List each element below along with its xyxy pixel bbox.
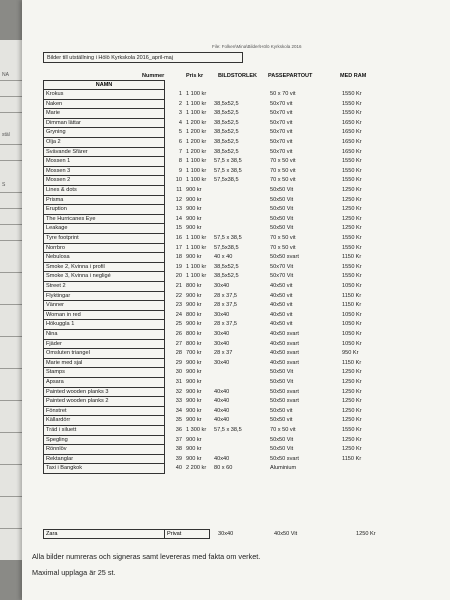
artwork-price: 700 kr [186,350,202,357]
artwork-passepartout: 50x70 vit [270,100,293,107]
table-row [22,272,450,282]
artwork-name: Marie [43,109,165,119]
artwork-name: Prisma [43,196,165,206]
artwork-frame-price: 1150 Kr [342,292,362,299]
artwork-passepartout: 50x50 vit [270,417,293,424]
artwork-name: Painted wooden planks 2 [43,397,165,407]
header-passepartout: PASSEPARTOUT [268,73,313,79]
artwork-frame-price: 1250 Kr [342,225,362,232]
artwork-name: Gryning [43,128,165,138]
artwork-name: The Hurricanes Eye [43,215,165,225]
artwork-name: Lines & dots [43,186,165,196]
artwork-name: Källardörr [43,416,165,426]
artwork-price: 900 kr [186,206,202,213]
artwork-frame-price: 950 Kr [342,350,359,357]
artwork-number: 27 [175,340,182,347]
artwork-passepartout: 70 x 50 vit [270,244,296,251]
artwork-frame-price: 1250 Kr [342,398,362,405]
back-sheet-label: stäl [2,132,10,138]
artwork-price: 900 kr [186,302,202,309]
artwork-size: 38,5x52,5 [214,129,239,136]
artwork-size: 40x40 [214,388,230,395]
artwork-frame-price: 1550 Kr [342,427,362,433]
table-row [22,388,450,398]
artwork-frame-price: 1550 Kr [342,235,362,241]
artwork-size: 28 x 37 [214,350,233,357]
artwork-size: 38,5x52,5 [214,119,239,126]
artwork-frame-price: 1050 Kr [342,283,362,289]
table-row [22,263,450,273]
artwork-passepartout: 50x70 vit [270,110,293,117]
artwork-size: 30x40 [214,283,230,289]
artwork-name: Dimman lättar [43,119,165,129]
artwork-price: 900 kr [186,225,202,232]
artwork-number: 2 [178,100,182,107]
artwork-price: 1 100 kr [186,110,207,117]
artwork-name: Naken [43,100,165,110]
artwork-frame-price: 1250 Kr [342,187,362,193]
artwork-size: 28 x 37,5 [214,292,238,299]
footer-line-1: Alla bilder numreras och signeras samt levereras med fakta om verket. [32,552,261,561]
table-row [22,119,450,129]
artwork-size: 28 x 37,5 [214,302,238,309]
artwork-passepartout: 70 x 50 vit [270,158,296,165]
artwork-frame-price: 1550 Kr [342,167,362,174]
artwork-passepartout: 40x50 svart [270,331,299,337]
artwork-size: 28 x 37,5 [214,321,238,328]
artwork-frame-price: 1150 Kr [342,455,362,462]
artwork-frame-price: 1150 Kr [342,254,362,261]
artwork-name: Apsara [43,378,165,388]
artwork-size: 57,5 x 38,5 [214,167,242,174]
table-row [22,445,450,455]
artwork-frame-price: 1250 Kr [342,379,362,385]
artwork-frame-price: 1650 Kr [342,129,362,136]
table-row [22,426,450,436]
artwork-number: 21 [175,283,182,289]
table-row [22,128,450,138]
artwork-name: Nina [43,330,165,340]
artwork-passepartout: 50x50 Vit [270,215,294,222]
artwork-frame-price: 1550 Kr [342,273,362,280]
artwork-size: 40 x 40 [214,254,233,261]
artwork-passepartout: Aluminium [270,465,297,472]
table-row [22,436,450,446]
artwork-size: 40x40 [214,407,230,414]
artwork-frame-price: 1550 Kr [342,244,362,251]
artwork-frame-price: 1250 Kr [342,215,362,222]
artwork-price: 1 100 kr [186,244,207,251]
table-row [22,244,450,254]
artwork-passepartout: 50x50 Vit [270,187,294,193]
artwork-name: Flyktingar [43,292,165,302]
artwork-price: 800 kr [186,311,202,318]
artwork-number: 13 [175,206,182,213]
artwork-frame-price: 1250 Kr [342,407,362,414]
artwork-passepartout: 40x50 vit [270,292,293,299]
artwork-frame-price: 1650 Kr [342,148,362,155]
artwork-passepartout: 50x70 vit [270,119,293,126]
artwork-name: Eruption [43,205,165,215]
table-row [22,464,450,474]
artwork-number: 26 [175,331,182,337]
artwork-passepartout: 50x50 svart [270,398,299,405]
artwork-price: 1 100 kr [186,158,207,165]
artwork-price: 900 kr [186,388,202,395]
artwork-frame-price: 1250 Kr [342,206,362,213]
artwork-number: 36 [175,427,182,433]
artwork-passepartout: 50 x 70 vit [270,91,296,97]
artwork-name: Nebulosa [43,253,165,263]
artwork-frame-price: 1250 Kr [342,388,362,395]
artwork-price: 1 100 kr [186,177,207,184]
artwork-passepartout: 50x70 Vit [270,273,294,280]
artwork-price: 1 300 kr [186,427,207,433]
header-pris: Pris kr [186,73,204,79]
artwork-name: Omsluten triangel [43,349,165,359]
artwork-number: 17 [175,244,182,251]
artwork-passepartout: 50x50 Vit [270,206,294,213]
artwork-size: 57,5 x 38,5 [214,235,242,241]
artwork-name: Taxi i Bangkok [43,464,165,474]
artwork-size: 40x40 [214,417,230,424]
artwork-frame-price: 1150 Kr [342,302,362,309]
artwork-number: 28 [175,350,182,357]
artwork-price: 900 kr [186,321,202,328]
table-row [22,176,450,186]
price-list-sheet [22,0,450,600]
table-row [22,138,450,148]
artwork-number: 10 [175,177,182,184]
artwork-frame-price: 1050 Kr [342,340,362,347]
artwork-passepartout: 70 x 50 vit [270,427,296,433]
artwork-price: 1 200 kr [186,139,207,145]
artwork-size: 38,5x52,5 [214,273,239,280]
artwork-frame-price: 1550 Kr [342,177,362,184]
artwork-number: 20 [175,273,182,280]
artwork-number: 35 [175,417,182,424]
table-row [22,215,450,225]
artwork-number: 6 [178,139,182,145]
artwork-number: 23 [175,302,182,309]
artwork-passepartout: 50x50 Vit [270,379,294,385]
artwork-passepartout: 50x70 vit [270,129,293,136]
artwork-passepartout: 50x50 Vit [270,436,294,443]
artwork-number: 37 [175,436,182,443]
artwork-passepartout: 70 x 50 vit [270,177,296,184]
table-row [22,301,450,311]
artwork-number: 31 [175,379,182,385]
artwork-passepartout: 70 x 50 vit [270,167,296,174]
artwork-number: 38 [175,446,182,453]
artwork-price: 800 kr [186,283,202,289]
artwork-frame-price: 1250 Kr [342,446,362,453]
artwork-price: 900 kr [186,292,202,299]
artwork-number: 18 [175,254,182,261]
artwork-passepartout: 40x50 vit [270,302,293,309]
table-row [22,148,450,158]
table-row [22,234,450,244]
back-sheet-label: S [2,182,6,188]
artwork-price: 900 kr [186,379,202,385]
artwork-passepartout: 50x50 svart [270,254,299,261]
artwork-price: 2 200 kr [186,465,207,472]
artwork-number: 24 [175,311,182,318]
artwork-passepartout: 50x50 vit [270,407,293,414]
artwork-size: 38,5x52,5 [214,263,239,270]
artwork-size: 40x40 [214,398,230,405]
table-row [22,359,450,369]
artwork-name: Stamps [43,368,165,378]
document-title: Bilder till utställning i Hölö Kyrkskola 2016_april-maj [43,52,243,63]
artwork-size: 30x40 [214,359,230,366]
artwork-price: 900 kr [186,196,202,203]
artwork-number: 33 [175,398,182,405]
artwork-price: 900 kr [186,417,202,424]
artwork-passepartout: 50x50 Vit [270,196,294,203]
artwork-name: Norrbro [43,244,165,254]
table-row [22,455,450,465]
artwork-frame-price: 1550 Kr [342,158,362,165]
artwork-number: 15 [175,225,182,232]
artwork-price: 800 kr [186,331,202,337]
artwork-size: 38,5x52,5 [214,139,239,145]
artwork-size: 38,5x52,5 [214,100,239,107]
artwork-frame-price: 1050 Kr [342,331,362,337]
footer-line-2: Maximal upplaga är 25 st. [32,568,116,577]
artwork-size: 30x40 [214,340,230,347]
artwork-frame-price: 1250 Kr [342,417,362,424]
artwork-frame-price: 1550 Kr [342,91,362,97]
artwork-name: Mossen 1 [43,157,165,167]
table-row [22,416,450,426]
artwork-price: 900 kr [186,407,202,414]
artwork-passepartout: 50x50 Vit [270,225,294,232]
table-row [22,292,450,302]
artwork-size: 30x40 [214,331,230,337]
artwork-price: 1 200 kr [186,148,207,155]
artwork-number: 9 [178,167,182,174]
artwork-name: Marie med sjal [43,359,165,369]
artwork-frame-price: 1050 Kr [342,321,362,328]
artwork-price: 900 kr [186,398,202,405]
artwork-price: 900 kr [186,359,202,366]
artwork-name: Vänner [43,301,165,311]
artwork-frame-price: 1250 Kr [342,196,362,203]
artwork-frame-price: 1250 Kr [342,436,362,443]
artwork-passepartout: 70 x 50 vit [270,235,296,241]
artwork-price: 1 100 kr [186,273,207,280]
artwork-price: 900 kr [186,215,202,222]
header-nummer: Nummer [142,73,165,79]
artwork-passepartout: 40x50 svart [270,340,299,347]
artwork-size: 57,5x38,5 [214,177,239,184]
header-bildstorlek: BILDSTORLEK [218,73,258,79]
artwork-number: 30 [175,369,182,376]
artwork-passepartout: 50x50 svart [270,388,299,395]
table-row [22,196,450,206]
table-row [22,224,450,234]
table-row [22,320,450,330]
artwork-size: 57,5 x 38,5 [214,158,242,165]
table-row [22,349,450,359]
artwork-number: 3 [178,110,182,117]
table-row [22,340,450,350]
artwork-size: 38,5x52,5 [214,110,239,117]
artwork-number: 16 [175,235,182,241]
artwork-number: 25 [175,321,182,328]
artwork-number: 32 [175,388,182,395]
artwork-passepartout: 50x70 vit [270,139,293,145]
artwork-price: 1 200 kr [186,129,207,136]
file-path: File: Folken\Mina\Bilder\Hölö Kyrkskola 2016 [212,44,302,49]
artwork-passepartout: 50x70 vit [270,148,293,155]
artwork-name: Tyre footprint [43,234,165,244]
artwork-passepartout: 50x50 Vit [270,369,294,376]
artwork-number: 40 [175,465,182,472]
artwork-number: 11 [176,187,182,193]
extra-row-passepartout: 40x50 Vit [274,531,298,537]
artwork-name: Mossen 2 [43,176,165,186]
artwork-number: 7 [178,148,182,155]
artwork-number: 39 [175,455,182,462]
artwork-name: Träd i siluett [43,426,165,436]
artwork-passepartout: 50x70 Vit [270,263,294,270]
artwork-number: 1 [178,91,182,97]
artwork-passepartout: 40x50 vit [270,321,293,328]
artwork-price: 900 kr [186,187,202,193]
artwork-name: Olja 2 [43,138,165,148]
artwork-name: Fjäder [43,340,165,350]
artwork-frame-price: 1250 Kr [342,369,362,376]
extra-row-name: Zara [43,529,165,539]
artwork-name: Rönnlöv [43,445,165,455]
artwork-number: 4 [178,119,182,126]
artwork-name: Spegling [43,436,165,446]
artwork-passepartout: 40x50 vit [270,283,293,289]
artwork-name: Fönstret [43,407,165,417]
artwork-passepartout: 40x50 svart [270,350,299,357]
artwork-frame-price: 1150 Kr [342,359,362,366]
artwork-name: Krokus [43,90,165,100]
artwork-passepartout: 50x50 svart [270,455,299,462]
artwork-name: Mossen 3 [43,167,165,177]
artwork-frame-price: 1550 Kr [342,110,362,117]
artwork-name: Hökuggla 1 [43,320,165,330]
artwork-price: 1 100 kr [186,100,207,107]
artwork-passepartout: 40x50 vit [270,311,293,318]
artwork-price: 900 kr [186,369,202,376]
artwork-name: Svävande Sfärer [43,148,165,158]
artwork-frame-price: 1650 Kr [342,119,362,126]
table-row [22,109,450,119]
table-row [22,311,450,321]
artwork-name: Rektanglar [43,455,165,465]
artwork-number: 22 [175,292,182,299]
artwork-name: Smoke 3, Kvinna i negligé [43,272,165,282]
artwork-number: 5 [178,129,182,136]
artwork-size: 80 x 60 [214,465,233,472]
artwork-price: 900 kr [186,436,202,443]
artwork-number: 8 [178,158,182,165]
artwork-size: 57,5 x 38,5 [214,427,242,433]
artwork-price: 1 200 kr [186,119,207,126]
table-row [22,157,450,167]
artwork-name: Street 2 [43,282,165,292]
artwork-frame-price: 1550 Kr [342,263,362,270]
artwork-name: Painted wooden planks 3 [43,388,165,398]
back-sheet-label: NA [2,72,9,78]
artwork-price: 900 kr [186,446,202,453]
artwork-frame-price: 1050 Kr [342,311,362,318]
table-row [22,100,450,110]
table-row [22,407,450,417]
artwork-frame-price: 1550 Kr [342,100,362,107]
artwork-frame-price: 1650 Kr [342,139,362,145]
artwork-price: 900 kr [186,254,202,261]
artwork-size: 57,5x38,5 [214,244,239,251]
extra-row-privat: Privat [165,529,210,539]
artwork-name: Smoke 2, Kvinna i profil [43,263,165,273]
header-med-ram: MED RAM [340,73,367,79]
artwork-number: 12 [175,196,182,203]
artwork-number: 29 [175,359,182,366]
artwork-number: 14 [175,215,182,222]
table-row [22,282,450,292]
table-row [22,253,450,263]
artwork-price: 900 kr [186,455,202,462]
artwork-price: 1 100 kr [186,235,207,241]
table-row [22,167,450,177]
artwork-price: 800 kr [186,340,202,347]
table-row [22,368,450,378]
artwork-name: Woman in red [43,311,165,321]
table-row [22,397,450,407]
artwork-passepartout: 50x50 Vit [270,446,294,453]
artwork-size: 40x40 [214,455,230,462]
artwork-price: 1 100 kr [186,167,207,174]
extra-row-size: 30x40 [218,531,234,537]
extra-row-ram: 1250 Kr [356,531,376,537]
artwork-number: 19 [175,263,182,270]
table-row [22,90,450,100]
table-row [22,378,450,388]
artwork-number: 34 [175,407,182,414]
artwork-price: 1 100 kr [186,263,207,270]
table-row [22,205,450,215]
header-namn: NAMN [43,80,165,90]
table-row [22,330,450,340]
artwork-name: Leakage [43,224,165,234]
artwork-price: 1 100 kr [186,91,207,97]
table-row [22,186,450,196]
artwork-passepartout: 40x50 svart [270,359,299,366]
artwork-size: 38,5x52,5 [214,148,239,155]
artwork-size: 30x40 [214,311,230,318]
